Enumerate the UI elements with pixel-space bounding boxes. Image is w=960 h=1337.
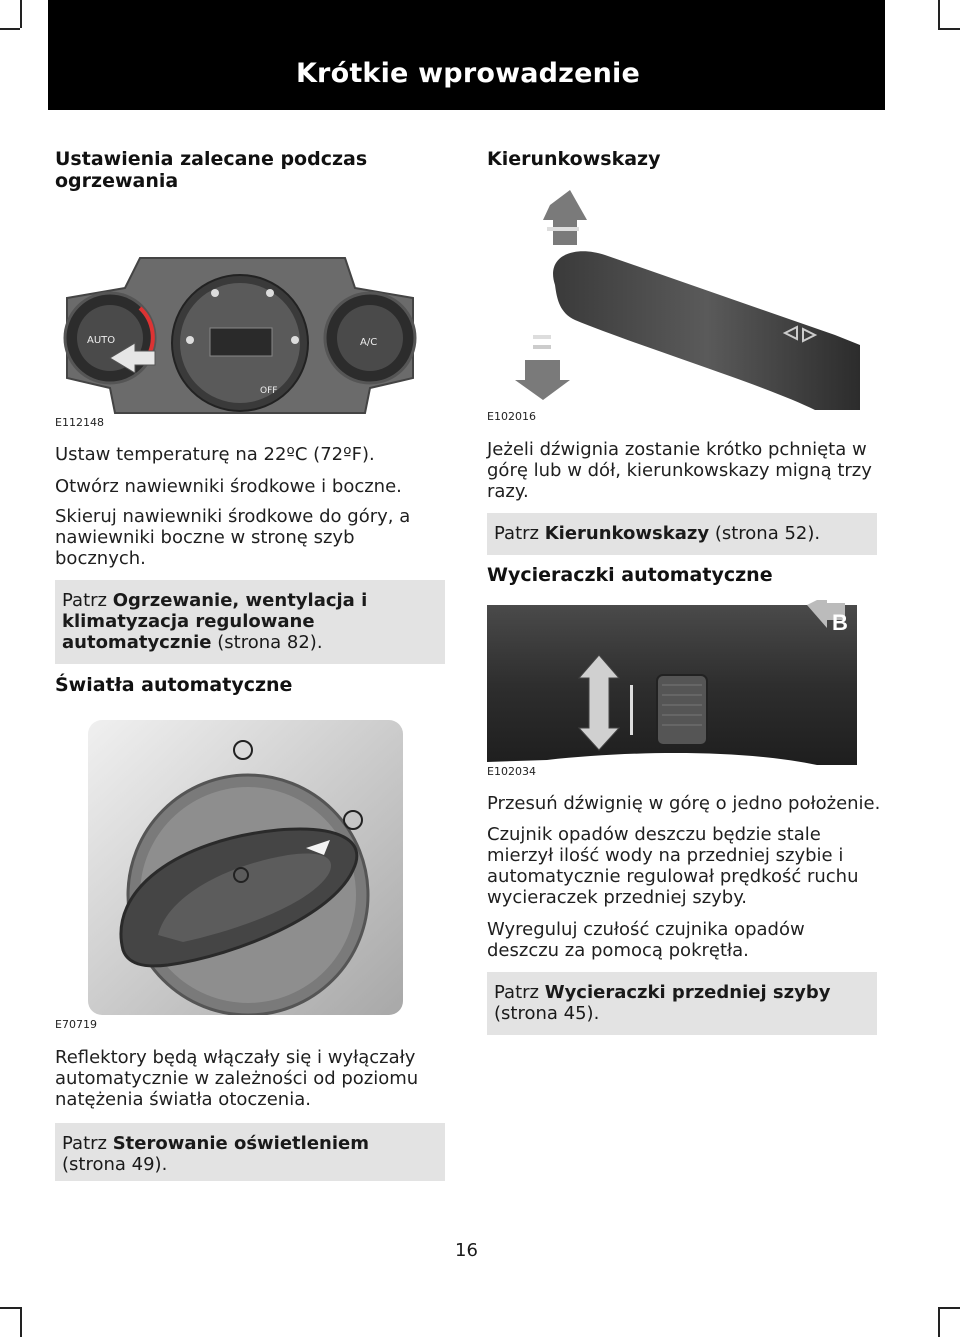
section-heading-heating: Ustawienia zalecane podczas ogrzewania [55, 148, 368, 192]
crop-mark [20, 1307, 22, 1337]
page-header [48, 0, 885, 110]
crop-mark [938, 1307, 960, 1309]
figure-id-wipers: E102034 [487, 765, 536, 778]
ref-link[interactable]: Ogrzewanie, wentylacja i klimatyzacja regulowane automatycznie [62, 590, 368, 653]
crop-mark [938, 0, 940, 28]
light-switch-figure [88, 720, 403, 1015]
indicators-paragraph: Jeżeli dźwignia zostanie krótko pchnięta w górę lub w dół, kierunkowskazy migną trzy razy. [487, 439, 872, 502]
heating-paragraph-2: Otwórz nawiewniki środkowe i boczne. [55, 476, 402, 497]
crop-mark [0, 28, 20, 30]
ref-suffix: (strona 52). [714, 523, 821, 544]
ref-link[interactable]: Sterowanie oświetleniem [112, 1133, 369, 1154]
wipers-paragraph-3: Wyreguluj czułość czujnika opadów deszczu za pomocą pokrętła. [487, 919, 805, 961]
climate-control-figure [55, 248, 425, 418]
lights-paragraph: Reflektory będą włączały się i wyłączały automatycznie w zależności od poziomu natężenia światła otoczenia. [55, 1047, 419, 1110]
ref-suffix: (strona 49). [62, 1154, 168, 1175]
ref-link[interactable]: Kierunkowskazy [544, 523, 710, 544]
figure-id-lights: E70719 [55, 1018, 97, 1031]
heating-reference [55, 580, 445, 664]
page-number: 16 [455, 1240, 478, 1261]
ac-label: A/C [360, 337, 378, 348]
crop-mark [938, 1307, 940, 1337]
indicators-reference [487, 513, 877, 555]
wipers-reference [487, 972, 877, 1035]
wipers-paragraph-2: Czujnik opadów deszczu będzie stale mierzył ilość wody na przedniej szybie i automatycznie regulował prędkość ruchu wycieraczek przedniej szyby. [487, 824, 859, 908]
auto-label: AUTO [87, 335, 116, 346]
crop-mark [0, 1307, 20, 1309]
crop-mark [20, 0, 22, 28]
off-label: OFF [260, 386, 278, 396]
heating-paragraph-1: Ustaw temperaturę na 22ºC (72ºF). [55, 444, 375, 465]
ref-prefix: Patrz [62, 1133, 107, 1154]
ref-suffix: (strona 45). [494, 1003, 600, 1024]
lights-reference [55, 1123, 445, 1181]
section-heading-wipers: Wycieraczki automatyczne [487, 564, 773, 586]
ref-prefix: Patrz [62, 590, 107, 611]
indicator-stalk-figure [515, 185, 860, 410]
wiper-stalk-figure [487, 600, 857, 765]
wipers-paragraph-1: Przesuń dźwignię w górę o jedno położenie. [487, 793, 881, 814]
ref-suffix: (strona 82). [217, 632, 323, 653]
label-b: B [832, 610, 848, 635]
ref-link[interactable]: Wycieraczki przedniej szyby [544, 982, 831, 1003]
ref-prefix: Patrz [494, 982, 539, 1003]
section-heading-lights: Światła automatyczne [55, 674, 293, 696]
section-heading-indicators: Kierunkowskazy [487, 148, 661, 170]
crop-mark [938, 28, 960, 30]
ref-prefix: Patrz [494, 523, 539, 544]
page-title: Krótkie wprowadzenie [295, 58, 640, 89]
heating-paragraph-3: Skieruj nawiewniki środkowe do góry, a nawiewniki boczne w stronę szyb bocznych. [55, 506, 411, 569]
figure-id-indicators: E102016 [487, 410, 536, 423]
figure-id-heating: E112148 [55, 416, 104, 429]
